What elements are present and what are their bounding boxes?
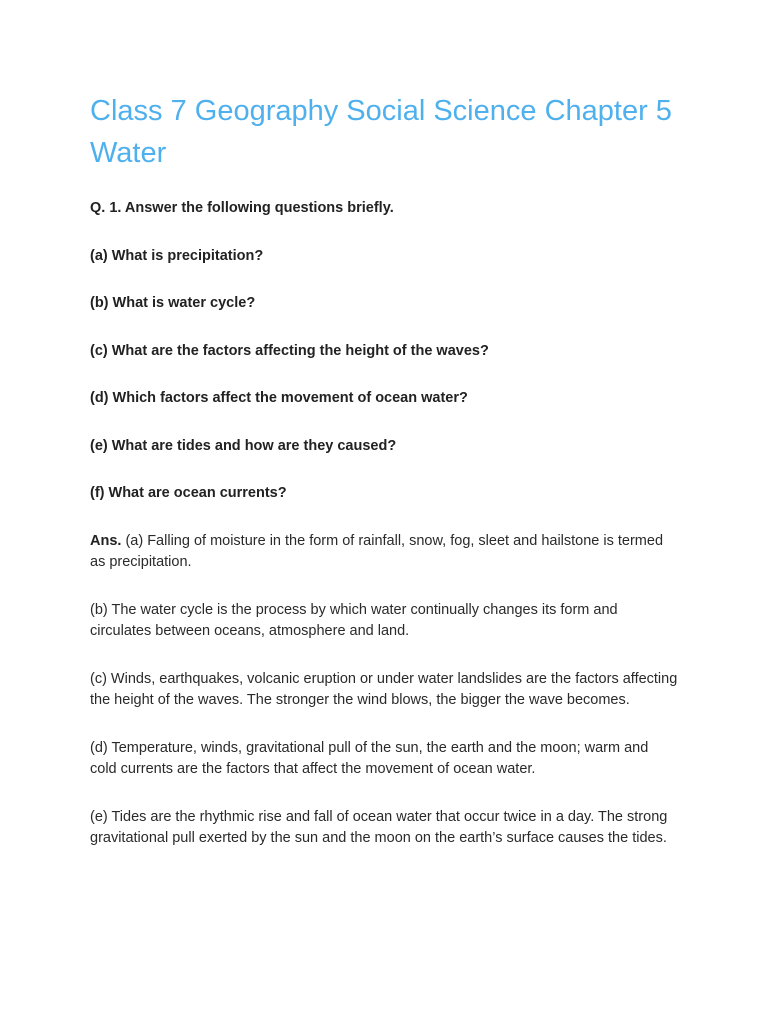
question-item-c: (c) What are the factors affecting the height of the waves? bbox=[90, 342, 489, 359]
page-title: Class 7 Geography Social Science Chapter 5 Water bbox=[90, 95, 672, 169]
answer-paragraph-b: (b) The water cycle is the process by which water continually changes its form and circulates between oceans, atmosphere and land. bbox=[90, 601, 618, 639]
question-item-a: (a) What is precipitation? bbox=[90, 247, 264, 264]
question-list bbox=[90, 246, 678, 504]
answer-text-a: (a) Falling of moisture in the form of rainfall, snow, fog, sleet and hailstone is termed as precipitation. bbox=[90, 532, 664, 570]
question-item-d: (d) Which factors affect the movement of ocean water? bbox=[90, 390, 468, 406]
answer-paragraph-e: (e) Tides are the rhythmic rise and fall of ocean water that occur twice in a day. The strong gravitational pull exerted by the sun and the moon on the earth’s surface causes the tides. bbox=[90, 808, 668, 846]
answer-paragraph-d: (d) Temperature, winds, gravitational pull of the sun, the earth and the moon; warm and cold currents are the factors that affect the movement of ocean water. bbox=[90, 739, 649, 777]
question-item-f: (f) What are ocean currents? bbox=[90, 485, 287, 501]
question-item-e: (e) What are tides and how are they caused? bbox=[90, 437, 397, 454]
answer-paragraph-a bbox=[90, 531, 678, 574]
answer-label: Ans. bbox=[90, 532, 122, 549]
question-heading: Q. 1. Answer the following questions briefly. bbox=[90, 200, 394, 216]
answer-paragraph-c: (c) Winds, earthquakes, volcanic eruption or under water landslides are the factors affecting the height of the waves. The stronger the wind blows, the bigger the wave becomes. bbox=[90, 670, 678, 708]
question-item-b: (b) What is water cycle? bbox=[90, 295, 256, 311]
answer-section bbox=[90, 531, 678, 850]
